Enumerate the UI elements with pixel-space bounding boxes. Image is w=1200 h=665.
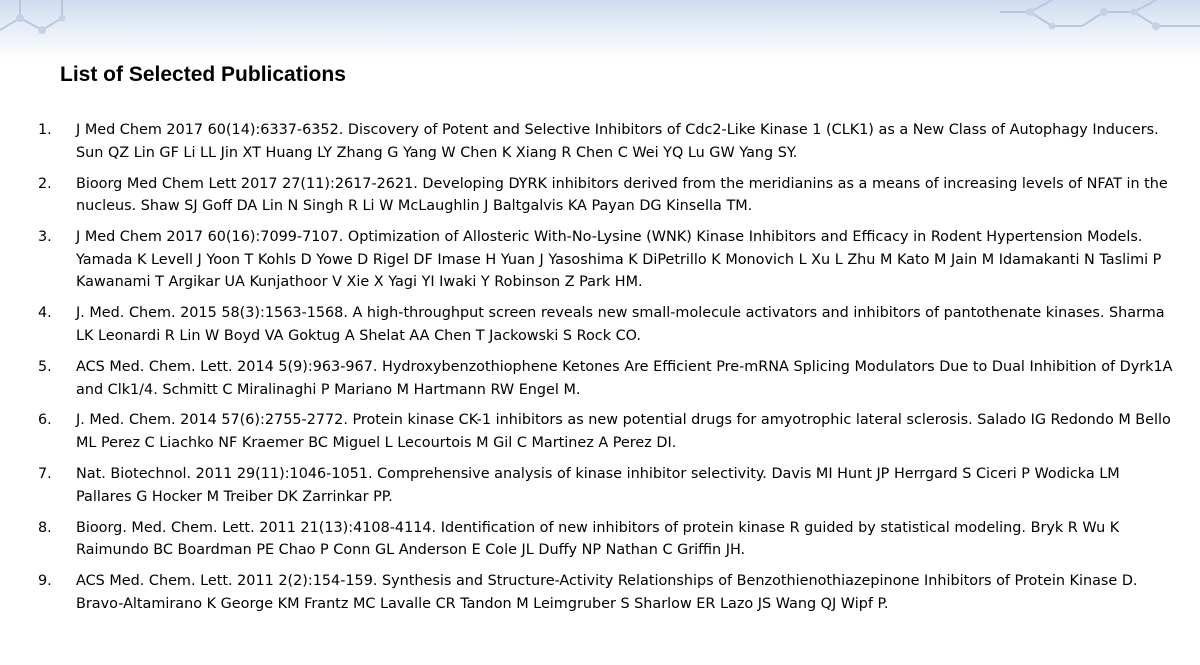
list-item-text: J Med Chem 2017 60(16):7099-7107. Optimization of Allosteric With-No-Lysine (WNK) Kinase Inhibitors and Efficacy in Rodent Hypertension Models. Yamada K Levell J Yoon T Kohls D Yowe D Rigel DF Imase H Yuan J Yasoshima K DiPetrillo K Monovich L Xu L Zhu M Kato M Jain M Idamakanti N Taslimi P Kawanami T Argikar UA Kunjathoor V Xie X Yagi YI Iwaki Y Robinson Z Park HM.: [76, 229, 1162, 291]
list-item-number: 7.: [38, 466, 52, 483]
molecule-decoration-icon: [0, 0, 90, 48]
page-title: List of Selected Publications: [60, 63, 346, 86]
list-item-text: J. Med. Chem. 2015 58(3):1563-1568. A high-throughput screen reveals new small-molecule activators and inhibitors of pantothenate kinases. Sharma LK Leonardi R Lin W Boyd VA Goktug A Shelat AA Chen T Jackowski S Rock CO.: [76, 305, 1165, 344]
list-item-number: 6.: [38, 412, 52, 429]
list-item-number: 8.: [38, 519, 52, 536]
list-item-number: 5.: [38, 358, 52, 375]
list-item-number: 4.: [38, 305, 52, 322]
list-item: [38, 119, 1173, 164]
list-item: [38, 356, 1173, 401]
list-item-text: Nat. Biotechnol. 2011 29(11):1046-1051. Comprehensive analysis of kinase inhibitor selectivity. Davis MI Hunt JP Herrgard S Ciceri P Wodicka LM Pallares G Hocker M Treiber DK Zarrinkar PP.: [76, 466, 1120, 505]
list-item: [38, 226, 1173, 294]
publication-list: [38, 119, 1173, 624]
list-item-number: 2.: [38, 175, 52, 192]
list-item: [38, 570, 1173, 615]
list-item-number: 1.: [38, 122, 52, 138]
list-item-number: 3.: [38, 229, 52, 246]
list-item: [38, 302, 1173, 347]
list-item-number: 9.: [38, 573, 52, 590]
list-item-text: ACS Med. Chem. Lett. 2011 2(2):154-159. Synthesis and Structure-Activity Relationships of Benzothienothiazepinone Inhibitors of Protein Kinase D. Bravo-Altamirano K George KM Frantz MC Lavalle CR Tandon M Leimgruber S Sharlow ER Lazo JS Wang QJ Wipf P.: [76, 573, 1138, 612]
list-item-text: Bioorg. Med. Chem. Lett. 2011 21(13):4108-4114. Identification of new inhibitors of protein kinase R guided by statistical modeling. Bryk R Wu K Raimundo BC Boardman PE Chao P Conn GL Anderson E Cole JL Duffy NP Nathan C Griffin JH.: [76, 519, 1120, 559]
list-item: [38, 409, 1173, 454]
list-item: [38, 173, 1173, 218]
list-item-text: ACS Med. Chem. Lett. 2014 5(9):963-967. Hydroxybenzothiophene Ketones Are Efficient Pre-mRNA Splicing Modulators Due to Dual Inhibition of Dyrk1A and Clk1/4. Schmitt C Miralinaghi P Mariano M Hartmann RW Engel M.: [76, 358, 1173, 398]
list-item-text: J. Med. Chem. 2014 57(6):2755-2772. Protein kinase CK-1 inhibitors as new potential drugs for amyotrophic lateral sclerosis. Salado IG Redondo M Bello ML Perez C Liachko NF Kraemer BC Miguel L Lecourtois M Gil C Martinez A Perez DI.: [76, 412, 1171, 452]
list-item: [38, 517, 1173, 562]
molecule-decoration-icon: [1000, 0, 1200, 48]
list-item-text: Bioorg Med Chem Lett 2017 27(11):2617-2621. Developing DYRK inhibitors derived from the meridianins as a means of increasing levels of NFAT in the nucleus. Shaw SJ Goff DA Lin N Singh R Li W McLaughlin J Baltgalvis KA Payan DG Kinsella TM.: [76, 175, 1168, 215]
header-banner: [0, 0, 1200, 60]
list-item-text: J Med Chem 2017 60(14):6337-6352. Discovery of Potent and Selective Inhibitors of Cdc2-Like Kinase 1 (CLK1) as a New Class of Autophagy Inducers. Sun QZ Lin GF Li LL Jin XT Huang LY Zhang G Yang W Chen K Xiang R Chen C Wei YQ Lu GW Yang SY.: [76, 122, 1159, 161]
list-item: [38, 463, 1173, 508]
